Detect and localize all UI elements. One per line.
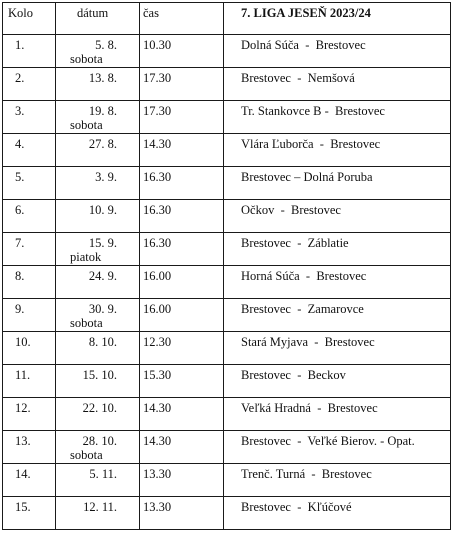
round-number: 4. [15,137,25,151]
match-date: 5. 11. [89,467,117,481]
kickoff-time: 16.30 [143,170,172,184]
time-cell [140,464,224,497]
match-teams: Dolná Súča - Brestovec [241,38,366,52]
table-row [3,497,451,530]
match-date: 24. 9. [88,269,117,283]
time-cell [140,200,224,233]
round-number: 14. [15,467,31,481]
kickoff-time: 17.30 [143,104,172,118]
round-cell [3,464,56,497]
header-date-cell [56,3,140,35]
match-date: 19. 8. [88,104,117,118]
round-cell [3,68,56,101]
kickoff-time: 16.00 [143,302,172,316]
round-number: 7. [15,236,25,250]
match-cell [224,200,451,233]
table-row [3,35,451,68]
time-cell [140,134,224,167]
date-cell [56,101,140,134]
round-cell [3,332,56,365]
kickoff-time: 14.30 [143,434,172,448]
round-cell [3,167,56,200]
round-number: 10. [15,335,31,349]
date-cell [56,35,140,68]
match-cell [224,464,451,497]
match-teams: Brestovec - Beckov [241,368,346,382]
date-cell [56,431,140,464]
match-teams: Brestovec - Nemšová [241,71,355,85]
table-row [3,365,451,398]
match-cell [224,233,451,266]
round-cell [3,200,56,233]
table-header-row [3,3,451,35]
match-cell [224,497,451,530]
match-weekday: piatok [70,250,102,264]
league-title: 7. LIGA JESEŇ 2023/24 [241,6,371,20]
match-teams: Brestovec – Dolná Poruba [241,170,373,184]
date-cell [56,332,140,365]
match-weekday: sobota [70,448,103,462]
date-cell [56,299,140,332]
kickoff-time: 12.30 [143,335,172,349]
match-date: 15. 10. [82,368,117,382]
table-row [3,167,451,200]
kickoff-time: 13.30 [143,467,172,481]
match-cell [224,266,451,299]
round-cell [3,398,56,431]
table-row [3,200,451,233]
kickoff-time: 13.30 [143,500,172,514]
time-cell [140,365,224,398]
match-cell [224,35,451,68]
round-number: 8. [15,269,25,283]
match-cell [224,134,451,167]
header-title-cell [224,3,451,35]
date-cell [56,266,140,299]
table-row [3,398,451,431]
kickoff-time: 15.30 [143,368,172,382]
kickoff-time: 16.00 [143,269,172,283]
date-cell [56,365,140,398]
match-teams: Brestovec - Kľúčové [241,500,352,514]
time-cell [140,431,224,464]
date-cell [56,134,140,167]
time-cell [140,68,224,101]
date-cell [56,200,140,233]
kickoff-time: 16.30 [143,203,172,217]
match-teams: Stará Myjava - Brestovec [241,335,375,349]
round-number: 1. [15,38,25,52]
kickoff-time: 16.30 [143,236,172,250]
match-date: 8. 10. [88,335,117,349]
header-round-cell [3,3,56,35]
match-date: 22. 10. [82,401,117,415]
match-date: 30. 9. [88,302,117,316]
table-row [3,233,451,266]
match-date: 12. 11. [83,500,117,514]
match-date: 28. 10. [82,434,117,448]
round-number: 5. [15,170,25,184]
round-number: 9. [15,302,25,316]
kickoff-time: 14.30 [143,137,172,151]
round-cell [3,35,56,68]
kickoff-time: 17.30 [143,71,172,85]
round-number: 15. [15,500,31,514]
date-cell [56,464,140,497]
round-cell [3,266,56,299]
header-time: čas [143,6,159,20]
table-row [3,464,451,497]
time-cell [140,497,224,530]
date-cell [56,497,140,530]
match-date: 27. 8. [88,137,117,151]
match-teams: Tr. Stankovce B - Brestovec [241,104,385,118]
time-cell [140,35,224,68]
kickoff-time: 14.30 [143,401,172,415]
match-teams: Horná Súča - Brestovec [241,269,367,283]
time-cell [140,233,224,266]
match-date: 3. 9. [95,170,117,184]
match-teams: Brestovec - Záblatie [241,236,349,250]
table-row [3,431,451,464]
round-number: 13. [15,434,31,448]
round-number: 2. [15,71,25,85]
round-cell [3,134,56,167]
round-number: 12. [15,401,31,415]
match-teams: Brestovec - Zamarovce [241,302,364,316]
round-number: 11. [15,368,31,382]
time-cell [140,332,224,365]
match-cell [224,365,451,398]
table-row [3,299,451,332]
match-date: 5. 8. [95,38,117,52]
round-cell [3,431,56,464]
round-cell [3,497,56,530]
time-cell [140,101,224,134]
match-teams: Trenč. Turná - Brestovec [241,467,372,481]
round-cell [3,299,56,332]
date-cell [56,167,140,200]
match-cell [224,167,451,200]
match-cell [224,398,451,431]
table-row [3,134,451,167]
match-date: 10. 9. [88,203,117,217]
schedule-table [2,2,451,530]
time-cell [140,299,224,332]
header-round: Kolo [8,6,33,20]
round-number: 6. [15,203,25,217]
match-teams: Očkov - Brestovec [241,203,341,217]
date-cell [56,233,140,266]
match-cell [224,68,451,101]
match-teams: Brestovec - Veľké Bierov. - Opat. [241,434,415,448]
table-row [3,101,451,134]
round-number: 3. [15,104,25,118]
table-row [3,266,451,299]
round-cell [3,233,56,266]
match-date: 13. 8. [88,71,117,85]
round-cell [3,101,56,134]
time-cell [140,266,224,299]
header-time-cell [140,3,224,35]
table-row [3,68,451,101]
match-teams: Veľká Hradná - Brestovec [241,401,378,415]
match-teams: Vlára Ľuborča - Brestovec [241,137,381,151]
match-cell [224,299,451,332]
header-date: dátum [77,6,109,20]
match-cell [224,101,451,134]
round-cell [3,365,56,398]
date-cell [56,68,140,101]
match-cell [224,431,451,464]
time-cell [140,398,224,431]
date-cell [56,398,140,431]
time-cell [140,167,224,200]
table-row [3,332,451,365]
match-weekday: sobota [70,316,103,330]
kickoff-time: 10.30 [143,38,172,52]
match-cell [224,332,451,365]
match-weekday: sobota [70,118,103,132]
match-date: 15. 9. [88,236,117,250]
match-weekday: sobota [70,52,103,66]
